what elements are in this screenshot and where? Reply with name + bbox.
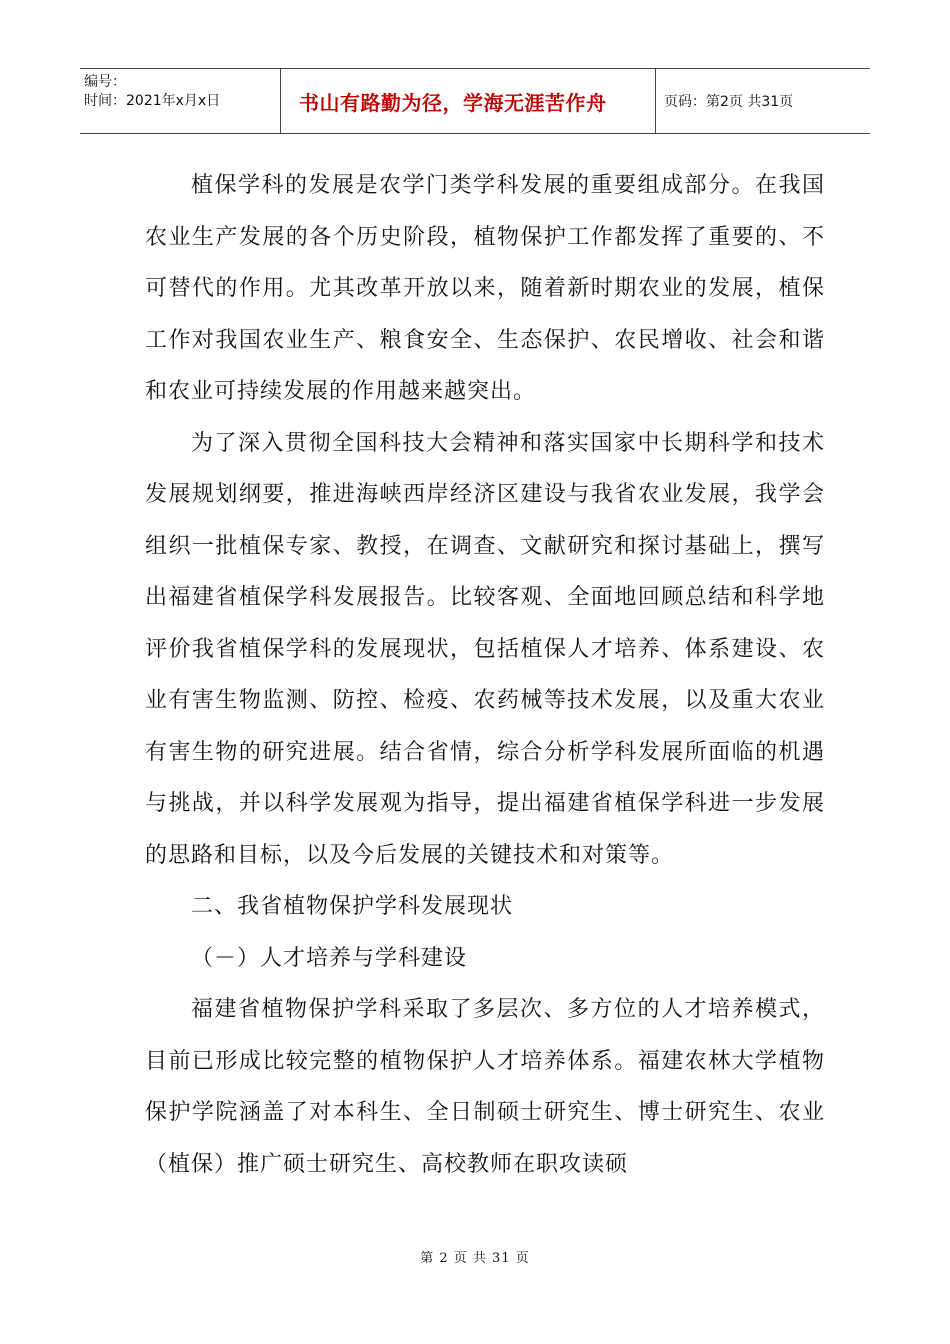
section-heading: 二、我省植物保护学科发展现状 <box>191 894 514 919</box>
header-motto: 书山有路勤为径，学海无涯苦作舟 <box>281 69 656 133</box>
header-page-code: 页码：第2页 共31页 <box>664 94 794 110</box>
page-header <box>80 68 870 134</box>
header-meta <box>80 69 281 133</box>
subsection-heading: （－）人才培养与学科建设 <box>191 945 468 971</box>
paragraph-training: 福建省植物保护学科采取了多层次、多方位的人才培养模式，目前已形成比较完整的植物保护人才培养体系。福建农林大学植物保护学院涵盖了对本科生、全日制硕士研究生、博士研究生、农业（植保）推广硕士研究生、高校教师在职攻读硕 <box>145 997 825 1177</box>
document-number: 编号： <box>84 74 126 90</box>
paragraph-intro: 植保学科的发展是农学门类学科发展的重要组成部分。在我国农业生产发展的各个历史阶段，植物保护工作都发挥了重要的、不可替代的作用。尤其改革开放以来，随着新时期农业的发展，植保工作对我国农业生产、粮食安全、生态保护、农民增收、社会和谐和农业可持续发展的作用越来越突出。 <box>145 173 825 404</box>
document-body <box>145 160 825 1190</box>
document-time: 时间：2021年x月x日 <box>84 93 221 109</box>
paragraph-purpose: 为了深入贯彻全国科技大会精神和落实国家中长期科学和技术发展规划纲要，推进海峡西岸经济区建设与我省农业发展，我学会组织一批植保专家、教授，在调查、文献研究和探讨基础上，撰写出福建省植保学科发展报告。比较客观、全面地回顾总结和科学地评价我省植保学科的发展现状，包括植保人才培养、体系建设、农业有害生物监测、防控、检疫、农药械等技术发展，以及重大农业有害生物的研究进展。结合省情，综合分析学科发展所面临的机遇与挑战，并以科学发展观为指导，提出福建省植保学科进一步发展的思路和目标，以及今后发展的关键技术和对策等。 <box>145 430 825 868</box>
page-footer: 第 2 页 共 31 页 <box>420 1251 530 1266</box>
